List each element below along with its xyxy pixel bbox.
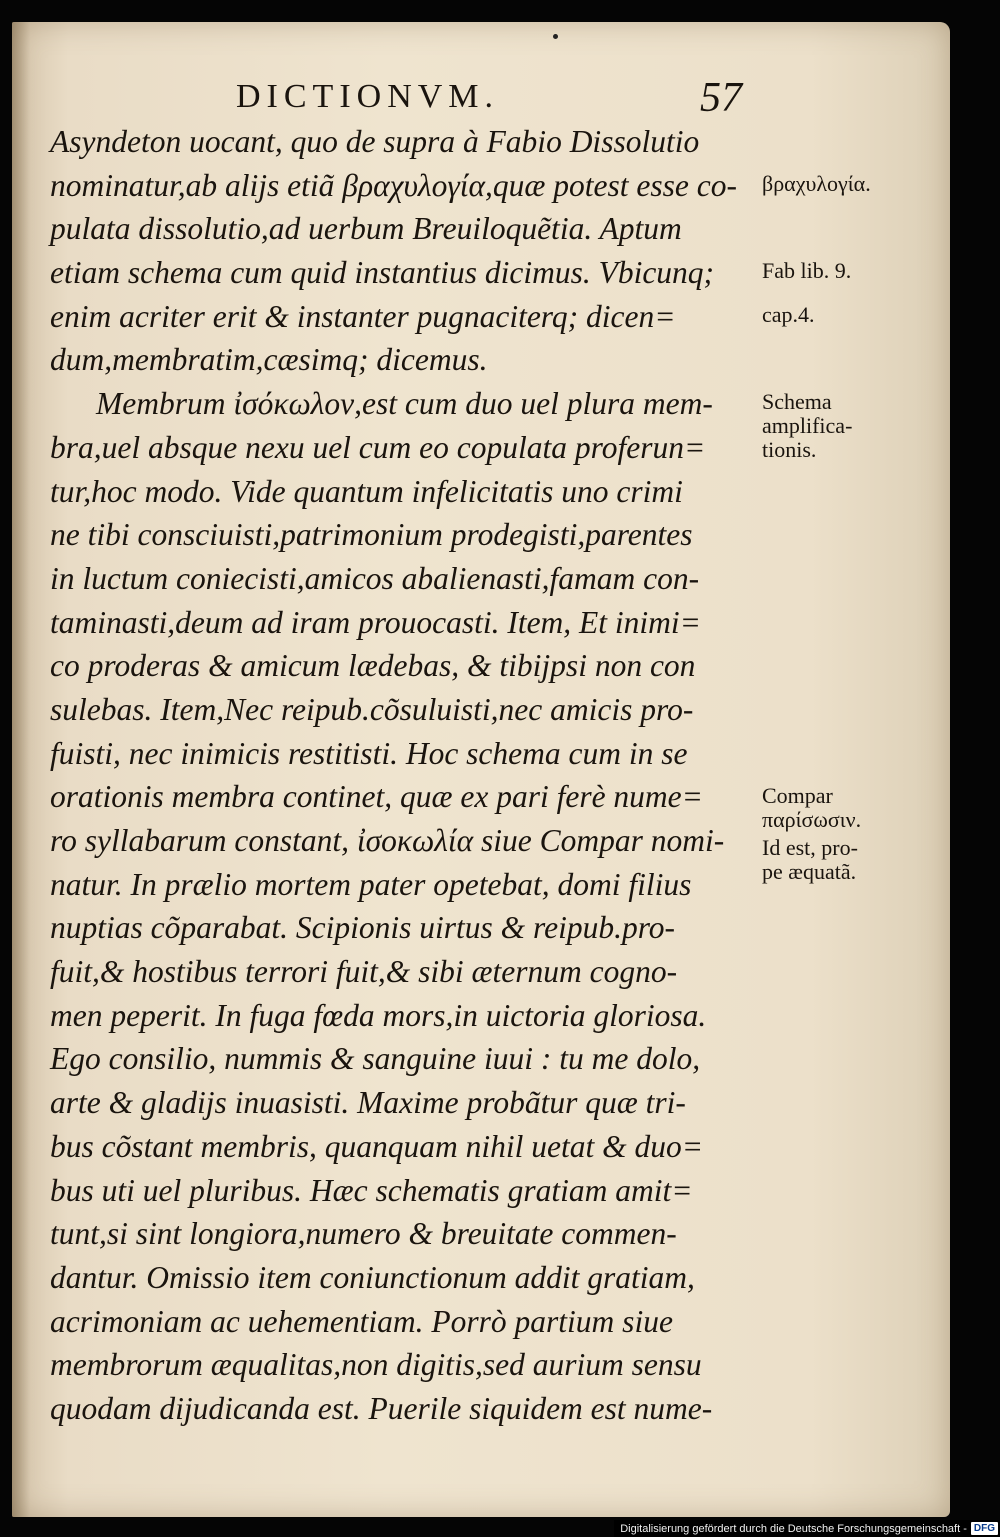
text-line: in luctum coniecisti,amicos abalienasti,famam con- xyxy=(50,560,700,596)
text-line: bus uti uel pluribus. Hæc schematis gratiam amit= xyxy=(50,1172,693,1208)
text-line: tunt,si sint longiora,numero & breuitate commen- xyxy=(50,1216,677,1252)
text-line: bus cõstant membris, quanquam nihil uetat & duo= xyxy=(50,1128,703,1164)
text-line: dum,membratim,cæsimq; dicemus. xyxy=(50,342,488,378)
text-line: Membrum ἰσόκωλον,est cum duo uel plura mem- xyxy=(96,386,713,422)
dfg-logo: DFG xyxy=(971,1522,998,1535)
text-line: pulata dissolutio,ad uerbum Breuiloquẽtia. Aptum xyxy=(50,211,682,247)
text-line: acrimoniam ac uehementiam. Porrò partium siue xyxy=(50,1303,673,1339)
margin-note: Schema xyxy=(762,389,832,415)
text-line: tur,hoc modo. Vide quantum infelicitatis uno crimi xyxy=(50,473,683,509)
ink-speck xyxy=(553,34,558,39)
text-line: fuisti, nec inimicis restitisti. Hoc schema cum in se xyxy=(50,735,688,771)
margin-note: Fab lib. 9. xyxy=(762,258,852,284)
text-line: natur. In prælio mortem pater opetebat, domi filius xyxy=(50,866,692,902)
text-line: dantur. Omissio item coniunctionum addit gratiam, xyxy=(50,1259,695,1295)
text-line: Ego consilio, nummis & sanguine iuui : tu me dolo, xyxy=(50,1041,701,1077)
text-line: men peperit. In fuga fœda mors,in uictoria gloriosa. xyxy=(50,997,707,1033)
margin-note: Id est, pro- xyxy=(762,834,858,860)
margin-note: Compar xyxy=(762,782,833,808)
margin-note: pe æquatã. xyxy=(762,858,857,884)
margin-note: παρίσωσιν. xyxy=(762,806,862,832)
text-line: arte & gladijs inuasisti. Maxime probãtur quæ tri- xyxy=(50,1085,686,1121)
margin-note: tionis. xyxy=(762,437,817,463)
text-line: etiam schema cum quid instantius dicimus. Vbicunq; xyxy=(50,255,715,291)
text-line: ro syllabarum constant, ἰσοκωλία siue Compar nomi- xyxy=(50,823,725,858)
text-line: orationis membra continet, quæ ex pari ferè nume= xyxy=(50,779,703,815)
text-line: fuit,& hostibus terrori fuit,& sibi æternum cogno- xyxy=(50,954,678,990)
footer-credit xyxy=(614,1520,1000,1537)
text-line: sulebas. Item,Nec reipub.cõsuluisti,nec amicis pro- xyxy=(50,691,694,727)
text-line: quodam dijudicanda est. Puerile siquidem est nume- xyxy=(50,1390,713,1426)
running-head: DICTIONVM. xyxy=(236,78,500,115)
text-line: Asyndeton uocant, quo de supra à Fabio Dissolutio xyxy=(50,124,700,159)
text-line: nuptias cõparabat. Scipionis uirtus & reipub.pro- xyxy=(50,910,676,946)
text-line: enim acriter erit & instanter pugnaciterq; dicen= xyxy=(50,298,676,334)
margin-note: amplifica- xyxy=(762,413,853,439)
text-line: membrorum æqualitas,non digitis,sed aurium sensu xyxy=(50,1347,702,1383)
margin-note: βραχυλογία. xyxy=(762,170,871,196)
text-line: taminasti,deum ad iram prouocasti. Item, Et inimi= xyxy=(50,604,701,640)
text-line: bra,uel absque nexu uel cum eo copulata proferun= xyxy=(50,429,706,465)
text-line: nominatur,ab alijs etiã βραχυλογία,quæ potest esse co- xyxy=(50,167,737,203)
margin-note: cap.4. xyxy=(762,301,815,327)
page-number: 57 xyxy=(700,75,742,121)
body-text xyxy=(50,120,762,1431)
footer-credit-text: Digitalisierung gefördert durch die Deutsche Forschungsgemeinschaft - xyxy=(620,1522,967,1535)
text-line: co proderas & amicum lædebas, & tibijpsi non con xyxy=(50,648,696,684)
text-line: ne tibi consciuisti,patrimonium prodegisti,parentes xyxy=(50,517,693,553)
